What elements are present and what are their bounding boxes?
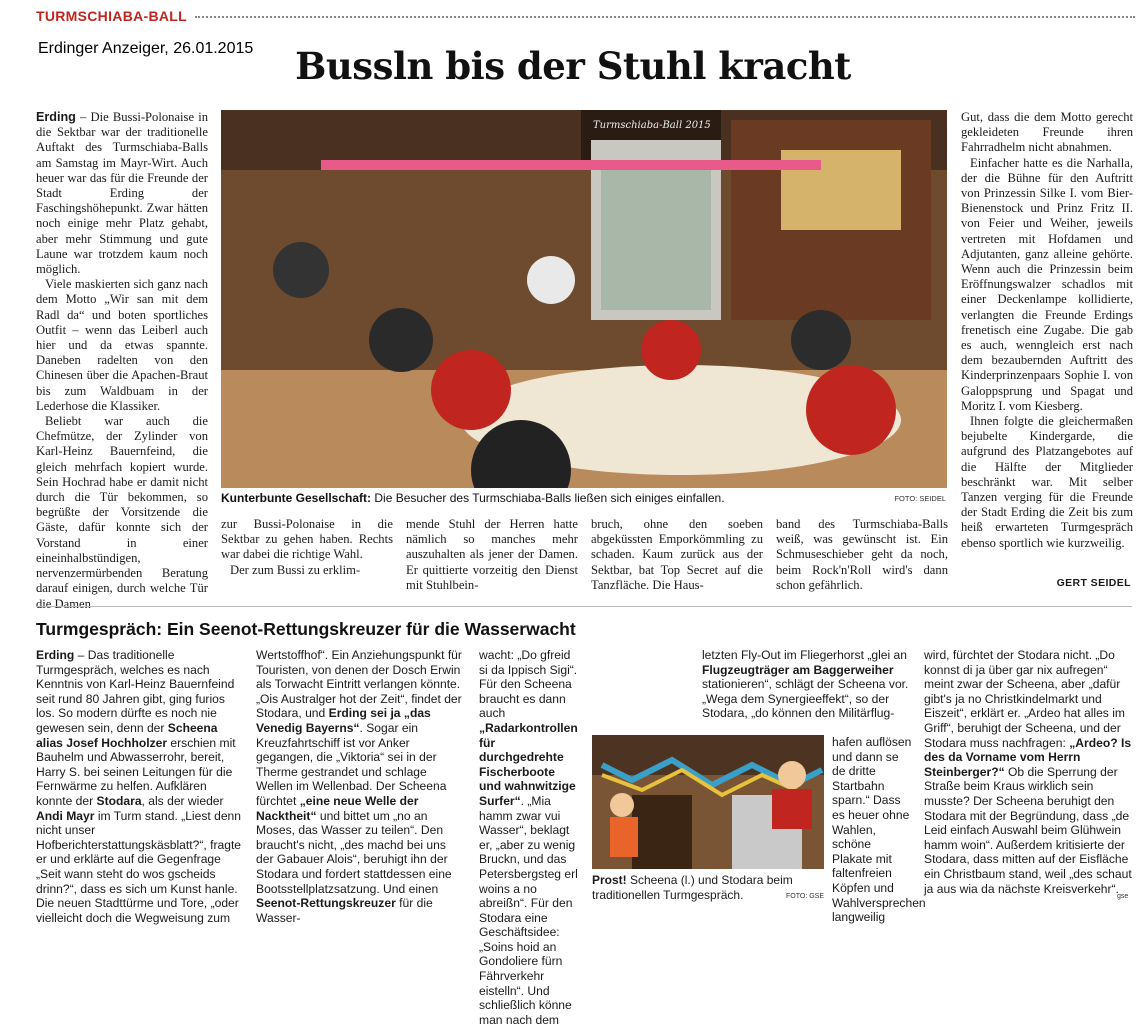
emphasis: Erding sei ja „das Venedig Bayerns“ bbox=[256, 706, 431, 735]
article-divider bbox=[36, 606, 1132, 607]
article1-column-4 bbox=[591, 517, 763, 593]
caption2-text: Scheena (l.) und Stodara beim traditionellen Turmgespräch. bbox=[592, 873, 793, 902]
rubric-divider bbox=[195, 16, 1135, 18]
source-label: Erdinger Anzeiger, 26.01.2015 bbox=[38, 40, 254, 57]
section-rubric: TURMSCHIABA-BALL bbox=[36, 8, 187, 24]
article2-headline: Turmgespräch: Ein Seenot-Rettungskreuzer für die Wasserwacht bbox=[36, 619, 576, 639]
article1-column-6 bbox=[961, 110, 1133, 551]
dateline: Erding bbox=[36, 110, 76, 124]
col4-paragraph: bruch, ohne den soeben abgeküssten Emporkömmling zu schaden. Kaum zurück aus der Sektbar, bat Top Secret auf die Tanzfläche. Die Haus- bbox=[591, 517, 763, 592]
photo2-credit: FOTO: GSE bbox=[786, 893, 824, 900]
col2-paragraph-b: Der zum Bussi zu erklim- bbox=[230, 562, 361, 577]
photo-sign: Turmschiaba-Ball 2015 bbox=[593, 120, 711, 131]
article2-col3-text: wacht: „Do gfreid si da Ippisch Sigi“. Für den Scheena braucht es dann auch „Radarkontrollen für durchgedrehte Fischerboote und wahnwitzige Surfer“. „Mia hamm zwar vui Wasser“, beklagt er, „aber zu wenig Bruckn, und das Petersbergsteg erl woins a no abreißn“. Für den Stodara eine Geschäftsidee: „Soins hoid an Gondoliere fürn Fährverkehr eistelln“. Und schließlich könne man nach dem bbox=[479, 648, 578, 1027]
col6-paragraph: Gut, dass die dem Motto gerecht gekleideten Freunde ihren Fahrradhelm nicht abnahmen. bbox=[961, 110, 1133, 155]
caption2-bold: Prost! bbox=[592, 873, 627, 887]
photo-caption bbox=[221, 491, 947, 505]
turmgespraech-photo bbox=[592, 735, 824, 869]
emphasis: Flugzeugträger am Baggerweiher bbox=[702, 662, 894, 677]
main-headline: Bussln bis der Stuhl kracht bbox=[295, 44, 851, 88]
col3-paragraph: mende Stuhl der Herren hatte nämlich so manches mehr auszuhalten als jener der Damen. Er quittierte vorzeitig den Dienst mit Stuhlbein- bbox=[406, 517, 578, 592]
emphasis: Seenot-Rettungskreuzer bbox=[256, 896, 396, 911]
col1-paragraph: Beliebt war auch die Chefmütze, der Zylinder von Karl-Heinz Bauernfeind, die gleich mehrfach kopiert wurde. Sein Hochrad habe er damit nicht durch die Tür bekommen, so begrüßte der Vorsitzende die Gäste, dafür konnte sich der Vorstand in einer eineinhalbstündigen, nervenzermürbenden Beratung darauf einigen, durch welche Tür die Damen bbox=[36, 414, 208, 611]
article2-col4-text: letzten Fly-Out im Fliegerhorst „glei an Flugzeugträger am Baggerweiher stationieren“, schlägt der Scheena vor. „Wega dem Synergieeffekt“, so der Stodara, „do können den Militärflug- bbox=[702, 648, 909, 721]
article1-column-3 bbox=[406, 517, 578, 593]
article2-col4-side-text: hafen auflösen und dann se de dritte Startbahn sparn.“ Dass es heuer ohne Wahlen, schöne Plakate mit faltenfreien Köpfen und Wahlversprechen langweilig bbox=[832, 735, 926, 925]
article2-column-4-top bbox=[702, 648, 912, 721]
article1-column-5 bbox=[776, 517, 948, 593]
col1-paragraph: Viele maskierten sich ganz nach dem Motto „Wir san mit dem Radl da“ und boten sportliches Outfit – wenn das Leiberl auch hier und da etwas spannte. Daneben radelten von den Chinesen über die Apachen-Braut bis zum Waldbuam in der Lederhose die Klassiker. bbox=[36, 277, 208, 413]
article2-col2-text: Wertstoffhof“. Ein Anziehungspunkt für Touristen, von denen der Dosch Erwin als Torwacht Eintritt verlangen könnte. „Ois Australger hot der Zeit“, findet der Stodara, und Erding sei ja „das Venedig Bayerns“. Sogar ein Kreuzfahrtschiff ist vor Anker gegangen, die „Viktoria“ sei in der Therme gestrandet und schlage Wellen im Wellenbad. Der Scheena fürchtet „eine neue Welle der Nacktheit“ und bittet um „no an Moses, das Wasser zu teilen“. Den braucht's nicht, „des machd bei uns der Gabauer Alois“, beruhigt ihn der Stodara und fordert stattdessen eine Bootsstellplatzsatzung. Und einen Seenot-Rettungskreuzer für die Wasser- bbox=[256, 648, 462, 925]
emphasis: „Ardeo? Is des da Vorname vom Herrn Steinberger?“ bbox=[924, 735, 1132, 779]
caption-text: Die Besucher des Turmschiaba-Balls ließen sich einiges einfallen. bbox=[371, 491, 725, 505]
caption-bold: Kunterbunte Gesellschaft: bbox=[221, 491, 372, 505]
article1-column-1 bbox=[36, 110, 208, 611]
author-sign: gse bbox=[1117, 893, 1129, 900]
emphasis: Stodara bbox=[96, 793, 142, 808]
emphasis: Scheena alias Josef Hochholzer bbox=[36, 720, 218, 750]
emphasis: „Radarkontrollen für durchgedrehte Fischerboote und wahnwitzige Surfer“ bbox=[479, 720, 578, 808]
article1-column-2 bbox=[221, 517, 393, 578]
turmgespraech-photo-graphic bbox=[592, 735, 824, 869]
article2-col5-text: wird, fürchtet der Stodara nicht. „Do konnst di ja über gar nix aufregen“ meint zwar der Scheena, aber „dafür gibt's ja no Christkindelmarkt und Eiszeit“, erklärt er. „Ardeo hat alles im Griff“, beruhigt der Scheena, und der Stodara muss nachfragen: „Ardeo? Is des da Vorname vom Herrn Steinberger?“ Ob die Sperrung der Straße beim Kraus wirklich sein musste? Der Scheena beruhigt den Stodara mit der Begründung, dass „de Leid einfach Auswahl beim Glühwein hamm woin“. Außerdem kritisierte der Stodara, dass mitten auf der Eisfläche ein Christbaum stand, weil „des schaut ja aus wia da nächste Kreisverkehr“. bbox=[924, 648, 1132, 896]
col6-paragraph: Einfacher hatte es die Narhalla, der die Bühne für den Auftritt von Prinzessin Silke I. vom Bier-Bienenstock und Prinz Fritz II. von Feier und Weiher, jeweils vertreten mit Hofdamen und Adjutanten, ganz alleine gehörte. Wenn auch die Prinzessin beim Eröffnungswalzer schadlos mit einer Deckenlampe kollidierte, verlangten die Freunde Erdings frenetisch eine Zugabe. Die gab es auch, wenngleich erst nach dem bezaubernden Auftritt des Kinderprinzenpaars Sophie I. von Galoppsprung und Spagat und Moritz I. vom Kiesberg. bbox=[961, 155, 1133, 413]
author-byline: GERT SEIDEL bbox=[1056, 577, 1131, 589]
emphasis: „eine neue Welle der Nacktheit“ bbox=[256, 793, 419, 823]
emphasis: Erding bbox=[36, 648, 75, 662]
article2-column-1 bbox=[36, 648, 242, 925]
article2-column-4-side bbox=[832, 735, 926, 925]
col5-paragraph: band des Turmschiaba-Balls weiß, was gewünscht ist. Ein Schmuseschieber geht da noch, beim Rock'n'Roll wird's dann schon gefährlich. bbox=[776, 517, 948, 592]
article2-column-3 bbox=[479, 648, 579, 1027]
col6-paragraph: Ihnen folgte die gleichermaßen bejubelte Kindergarde, die aufgrund des Platzangebotes auf die Hälfte der Mitglieder beschränkt war. Mit selber Tanzen verging für die Freunde der Stadt Erding die Zeit bis zum heiß erwarteten Turmgespräch ebenso sportlich wie kurzweilig. bbox=[961, 414, 1133, 550]
photo-credit: FOTO: SEIDEL bbox=[894, 494, 946, 503]
party-photo-graphic bbox=[221, 110, 947, 488]
article2-column-2 bbox=[256, 648, 462, 925]
col1-paragraph: Erding – Die Bussi-Polonaise in die Sektbar war der traditionelle Auftakt des Turmschiaba-Balls am Samstag im Mayr-Wirt. Auch heuer war das für die Freunde der Stadt Erding der Faschingshöhepunkt. Zwar hätten noch einige mehr Platz gehabt, aber mehr Stimmung und gute Laune war trotzdem kaum noch möglich. bbox=[36, 110, 208, 277]
col2-paragraph: zur Bussi-Polonaise in die Sektbar zu gehen haben. Rechts war dabei die richtige Wahl. bbox=[221, 517, 393, 562]
article2-column-5 bbox=[924, 648, 1134, 896]
emphasis: Andi Mayr bbox=[36, 808, 95, 823]
article2-col1-text: Erding – Das traditionelle Turmgespräch, welches es nach Kenntnis von Karl-Heinz Bauernfeind seit rund 80 Jahren gibt, ging furios los. So modern dürfte es noch nie gewesen sein, denn der Scheena alias Josef Hochholzer erschien mit Bauhelm und Abwasserrohr, bereit, Harry S. bei seinen Leitungen für die Fernwärme zu helfen. Aufklären konnte der Stodara, als der wieder Andi Mayr im Turm stand. „Liest denn nicht unser Hofberichterstattungskäsblatt?“, fragte er und erklärte auf die Gegenfrage „Seit wann steht do wos gscheids drinn?“, dass es sich um Kunst hanle. Die neuen Stadttürme und Tore, „oder vielleicht doch die Wegweisung zum bbox=[36, 648, 242, 925]
party-photo bbox=[221, 110, 947, 488]
